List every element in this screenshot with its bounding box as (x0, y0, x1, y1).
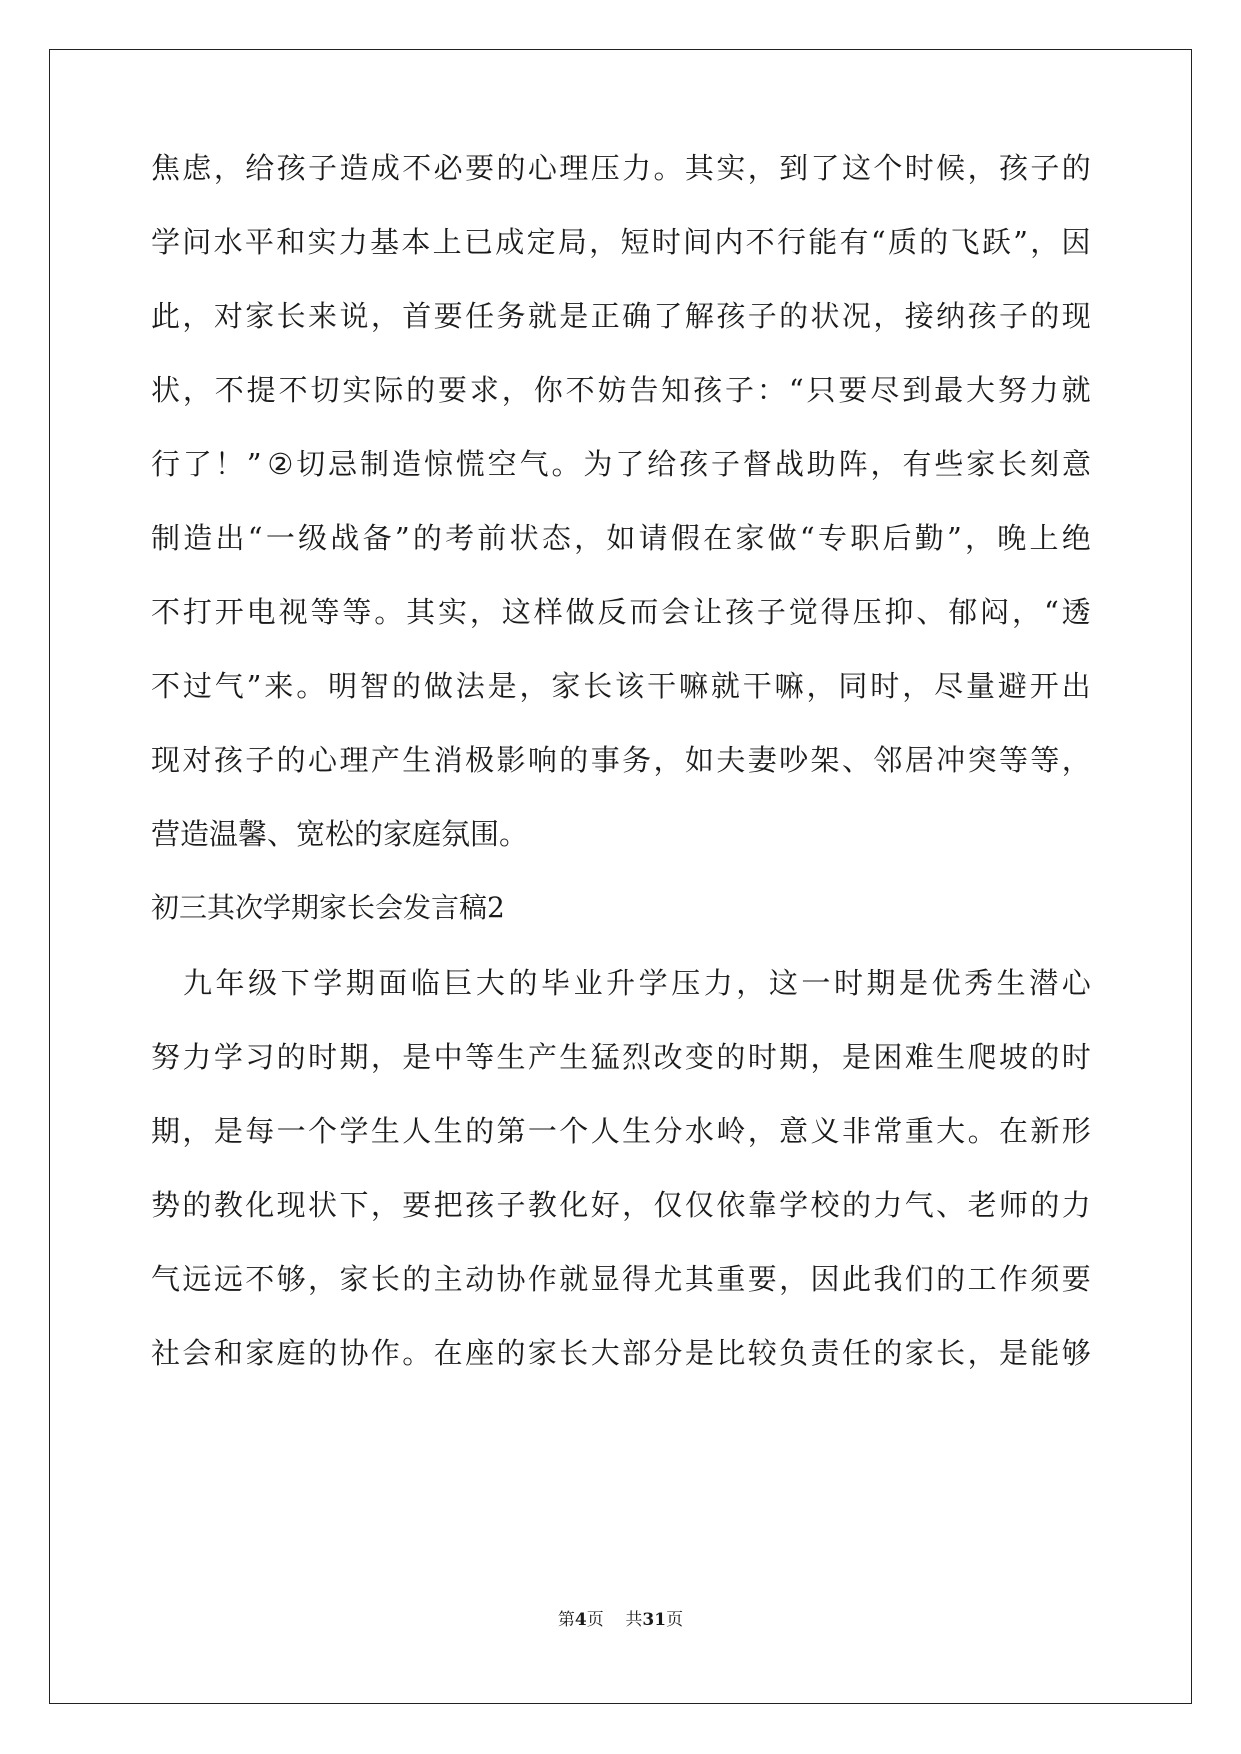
text-line: 势 的 教 化 现 状 下 ， 要 把 孩 子 教 化 好 ， 仅 仅 依 靠 学 校 的 力 气 、 老 师 的 力 (151, 1188, 1091, 1222)
text-line: 期 ， 是 每 一 个 学 生 人 生 的 第 一 个 人 生 分 水 岭 ， 意 义 非 常 重 大 。 在 新 形 (151, 1114, 1091, 1148)
page-prefix: 第 (557, 1610, 575, 1630)
text-line: 行 了 ！ ” ② 切 忌 制 造 惊 慌 空 气 。 为 了 给 孩 子 督 战 助 阵 ， 有 些 家 长 刻 意 (151, 447, 1091, 481)
page-number: 4 (574, 1610, 587, 1630)
text-line: 营造温馨、宽松的家庭氛围。 (151, 817, 529, 851)
section-heading: 初三其次学期家长会发言稿2 (151, 891, 505, 924)
text-line: 不 打 开 电 视 等 等 。 其 实 ， 这 样 做 反 而 会 让 孩 子 觉 得 压 抑 、 郁 闷 ， “ 透 (151, 595, 1091, 629)
text-line: 气 远 远 不 够 ， 家 长 的 主 动 协 作 就 显 得 尤 其 重 要 ， 因 此 我 们 的 工 作 须 要 (151, 1262, 1091, 1296)
text-line: 学 问 水 平 和 实 力 基 本 上 已 成 定 局 ， 短 时 间 内 不 行 能 有 “ 质 的 飞 跃 ” ， 因 (151, 225, 1091, 259)
text-line: 状 ， 不 提 不 切 实 际 的 要 求 ， 你 不 妨 告 知 孩 子 ： “ 只 要 尽 到 最 大 努 力 就 (151, 373, 1091, 407)
total-suffix: 页 (666, 1610, 684, 1630)
text-line: 现 对 孩 子 的 心 理 产 生 消 极 影 响 的 事 务 ， 如 夫 妻 吵 架 、 邻 居 冲 突 等 等 ， (151, 743, 1091, 777)
text-line: 社 会 和 家 庭 的 协 作 。 在 座 的 家 长 大 部 分 是 比 较 负 责 任 的 家 长 ， 是 能 够 (151, 1336, 1091, 1370)
text-line: 九 年 级 下 学 期 面 临 巨 大 的 毕 业 升 学 压 力 ， 这 一 时 期 是 优 秀 生 潜 心 (183, 966, 1091, 1000)
page-footer (0, 1608, 1241, 1632)
text-line: 不 过 气 ” 来 。 明 智 的 做 法 是 ， 家 长 该 干 嘛 就 干 嘛 ， 同 时 ， 尽 量 避 开 出 (151, 669, 1091, 703)
text-line: 制 造 出 “ 一 级 战 备 ” 的 考 前 状 态 ， 如 请 假 在 家 做 “ 专 职 后 勤 ” ， 晚 上 绝 (151, 521, 1091, 555)
text-line: 努 力 学 习 的 时 期 ， 是 中 等 生 产 生 猛 烈 改 变 的 时 期 ， 是 困 难 生 爬 坡 的 时 (151, 1040, 1091, 1074)
total-pages: 31 (642, 1610, 667, 1630)
text-line: 此 ， 对 家 长 来 说 ， 首 要 任 务 就 是 正 确 了 解 孩 子 的 状 况 ， 接 纳 孩 子 的 现 (151, 299, 1091, 333)
text-line: 焦 虑 ， 给 孩 子 造 成 不 必 要 的 心 理 压 力 。 其 实 ， 到 了 这 个 时 候 ， 孩 子 的 (151, 151, 1091, 185)
page-suffix: 页 (586, 1610, 604, 1630)
total-prefix: 共 (625, 1610, 643, 1630)
